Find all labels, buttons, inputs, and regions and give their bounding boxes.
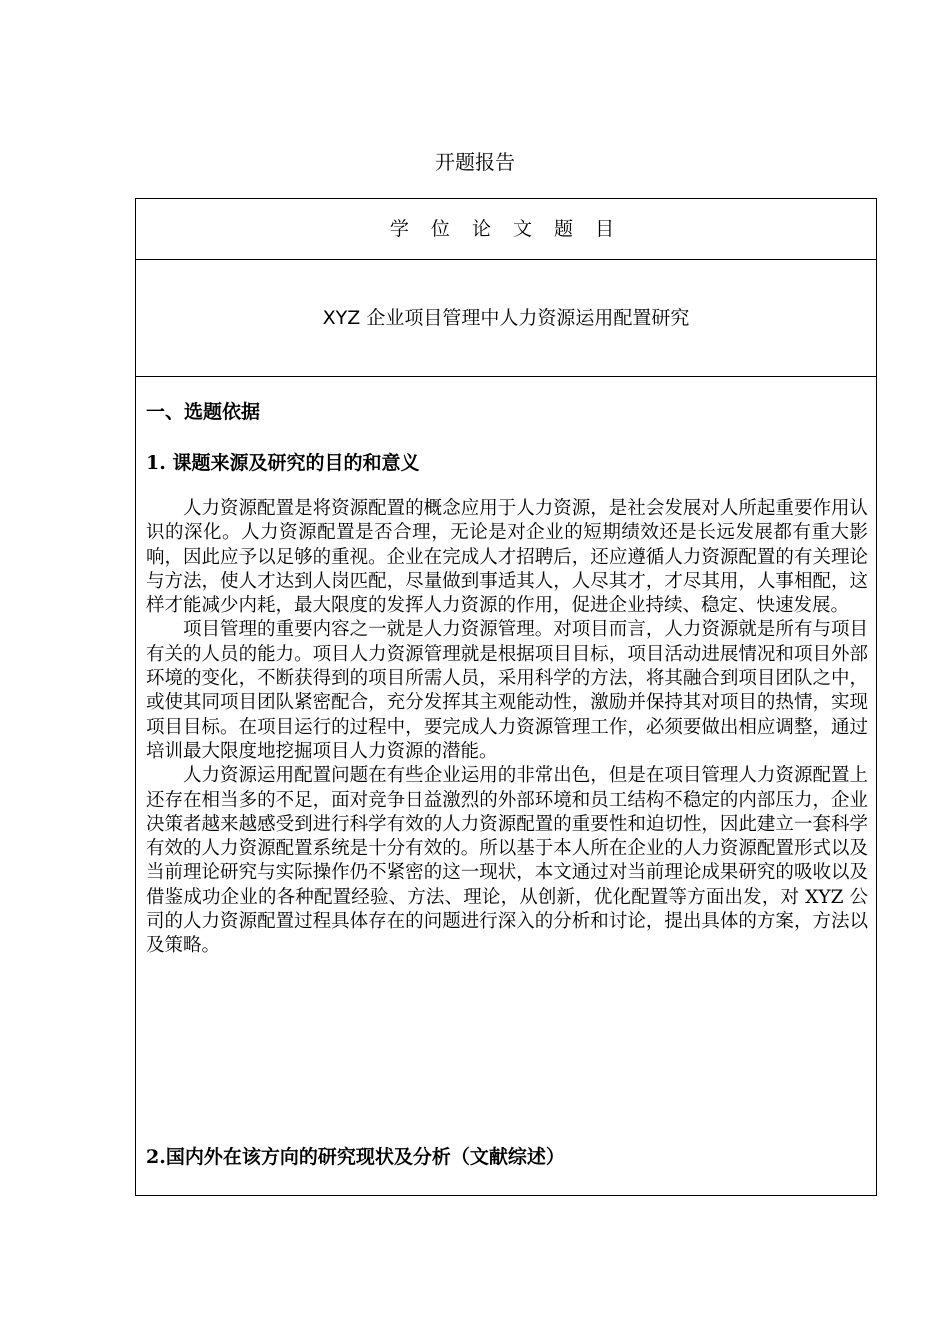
subsection-heading-literature-review: 2.国内外在该方向的研究现状及分析（文献综述） bbox=[146, 1146, 565, 1168]
paragraph: 人力资源运用配置问题在有些企业运用的非常出色，但是在项目管理人力资源配置上还存在相当多的不足，面对竞争日益激烈的外部环境和员工结构不稳定的内部压力，企业决策者越来越感受到进行科学有效的人力资源配置的重要性和迫切性，因此建立一套科学有效的人力资源配置系统是十分有效的。所以基于本人所在企业的人力资源配置形式以及当前理论研究与实际操作仍不紧密的这一现状，本文通过对当前理论成果研究的吸收以及借鉴成功企业的各种配置经验、方法、理论，从创新，优化配置等方面出发，对 XYZ 公司的人力资源配置过程具体存在的问题进行深入的分析和讨论，提出具体的方案，方法以及策略。 bbox=[146, 765, 868, 957]
body-text bbox=[146, 497, 868, 959]
thesis-title-value: XYZ 企业项目管理中人力资源运用配置研究 bbox=[136, 260, 876, 377]
proposal-table bbox=[135, 198, 877, 1196]
document-title: 开题报告 bbox=[435, 150, 515, 174]
paragraph: 项目管理的重要内容之一就是人力资源管理。对项目而言，人力资源就是所有与项目有关的人员的能力。项目人力资源管理就是根据项目目标，项目活动进展情况和项目外部环境的变化，不断获得到的项目所需人员，采用科学的方法，将其融合到项目团队之中，或使其同项目团队紧密配合，充分发挥其主观能动性，激励并保持其对项目的热情，实现项目目标。在项目运行的过程中，要完成人力资源管理工作，必须要做出相应调整，通过培训最大限度地挖掘项目人力资源的潜能。 bbox=[146, 619, 868, 762]
thesis-title-header: 学 位 论 文 题 目 bbox=[136, 199, 876, 260]
subsection-heading-purpose: 1. 课题来源及研究的目的和意义 bbox=[146, 452, 420, 474]
section-heading-topic-basis: 一、选题依据 bbox=[146, 401, 261, 423]
paragraph: 人力资源配置是将资源配置的概念应用于人力资源，是社会发展对人所起重要作用认识的深化。人力资源配置是否合理，无论是对企业的短期绩效还是长远发展都有重大影响，因此应予以足够的重视。企业在完成人才招聘后，还应遵循人力资源配置的有关理论与方法，使人才达到人岗匹配，尽量做到事适其人，人尽其才，才尽其用，人事相配，这样才能减少内耗，最大限度的发挥人力资源的作用，促进企业持续、稳定、快速发展。 bbox=[146, 498, 868, 617]
